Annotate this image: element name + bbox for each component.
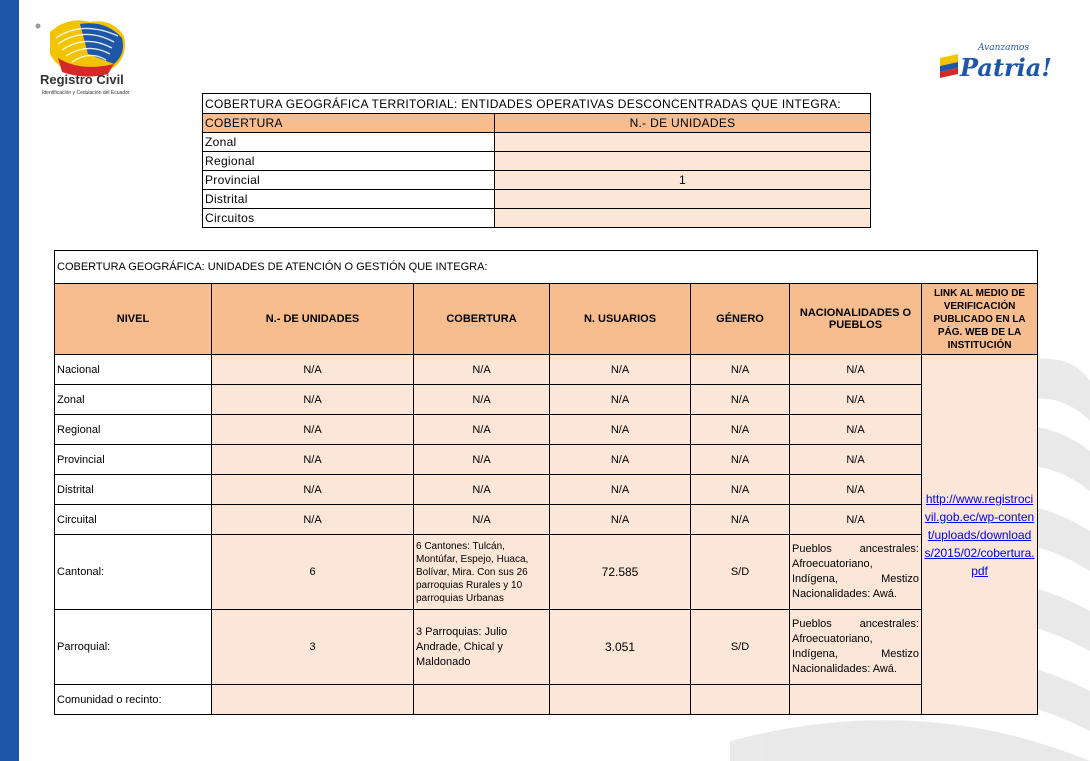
table1-label: Circuitos <box>203 209 495 228</box>
table1-label: Regional <box>203 152 495 171</box>
table-row <box>55 355 1038 385</box>
cell-usuarios: 72.585 <box>550 535 691 610</box>
cell-genero: S/D <box>691 535 790 610</box>
table-row <box>55 535 1038 610</box>
cell-nacionalidades: Pueblos ancestrales: Afroecuatoriano, Indígena, Mestizo Nacionalidades: Awá. <box>790 610 922 685</box>
table-row <box>203 209 871 228</box>
cell-unidades: N/A <box>212 415 414 445</box>
cell-cobertura: 3 Parroquias: Julio Andrade, Chical y Maldonado <box>414 610 550 685</box>
cell-genero: N/A <box>691 505 790 535</box>
cell-usuarios: N/A <box>550 475 691 505</box>
cell-nivel: Distrital <box>55 475 212 505</box>
cell-nivel: Provincial <box>55 445 212 475</box>
cell-nacionalidades: N/A <box>790 355 922 385</box>
cell-cobertura: N/A <box>414 415 550 445</box>
cell-genero: N/A <box>691 445 790 475</box>
cell-cobertura <box>414 685 550 715</box>
service-units-table <box>54 250 1038 715</box>
cell-unidades: N/A <box>212 505 414 535</box>
territorial-coverage-table <box>202 93 871 228</box>
cell-genero: N/A <box>691 415 790 445</box>
table2-header-row <box>55 284 1038 355</box>
cell-usuarios: N/A <box>550 505 691 535</box>
table-row <box>203 171 871 190</box>
fingerprint-icon <box>36 20 126 76</box>
table-row <box>203 190 871 209</box>
registro-civil-logo <box>28 14 158 118</box>
table1-title: COBERTURA GEOGRÁFICA TERRITORIAL: ENTIDADES OPERATIVAS DESCONCENTRADAS QUE INTEGRA: <box>203 94 871 114</box>
header-link: LINK AL MEDIO DE VERIFICACIÓN PUBLICADO EN LA PÁG. WEB DE LA INSTITUCIÓN <box>922 284 1038 355</box>
table1-title-row <box>203 94 871 114</box>
cell-cobertura: N/A <box>414 355 550 385</box>
table-row <box>55 445 1038 475</box>
cell-usuarios: N/A <box>550 355 691 385</box>
table-row <box>55 415 1038 445</box>
table1-header-row <box>203 114 871 133</box>
cell-unidades: N/A <box>212 475 414 505</box>
table-row <box>55 475 1038 505</box>
cell-nivel: Regional <box>55 415 212 445</box>
cell-unidades: 3 <box>212 610 414 685</box>
cell-unidades: 6 <box>212 535 414 610</box>
logo-left-main: Registro Civil <box>40 72 124 87</box>
cell-genero: S/D <box>691 610 790 685</box>
table1-header-unidades: N.- DE UNIDADES <box>495 114 871 133</box>
header-unidades: N.- DE UNIDADES <box>212 284 414 355</box>
table-row <box>203 152 871 171</box>
cell-nivel: Cantonal: <box>55 535 212 610</box>
cell-nacionalidades: Pueblos ancestrales: Afroecuatoriano, Indígena, Mestizo Nacionalidades: Awá. <box>790 535 922 610</box>
table1-label: Provincial <box>203 171 495 190</box>
logo-right-top: Avanzamos <box>978 43 1030 53</box>
cell-cobertura: 6 Cantones: Tulcán, Montúfar, Espejo, Huaca, Bolívar, Mira. Con sus 26 parroquias Rurales y 10 parroquias Urbanas <box>414 535 550 610</box>
table-row <box>203 133 871 152</box>
header-nivel: NIVEL <box>55 284 212 355</box>
table-row <box>55 385 1038 415</box>
avanzamos-patria-logo <box>936 34 1052 90</box>
table2-title-row <box>55 251 1038 284</box>
flag-stripes-icon <box>940 54 958 78</box>
cell-nivel: Nacional <box>55 355 212 385</box>
table-row <box>55 610 1038 685</box>
cell-unidades: N/A <box>212 385 414 415</box>
cell-cobertura: N/A <box>414 385 550 415</box>
cell-unidades: N/A <box>212 355 414 385</box>
cell-genero: N/A <box>691 385 790 415</box>
cell-usuarios: N/A <box>550 415 691 445</box>
cell-genero <box>691 685 790 715</box>
header-cobertura: COBERTURA <box>414 284 550 355</box>
table1-label: Distrital <box>203 190 495 209</box>
cell-nivel: Comunidad o recinto: <box>55 685 212 715</box>
logo-left-sub: Identificación y Cedulación del Ecuador <box>42 90 130 96</box>
header-nacionalidades: NACIONALIDADES O PUEBLOS <box>790 284 922 355</box>
table1-value <box>495 190 871 209</box>
table1-value <box>495 152 871 171</box>
left-blue-bar <box>0 0 19 761</box>
cell-nacionalidades <box>790 685 922 715</box>
cell-genero: N/A <box>691 355 790 385</box>
cell-cobertura: N/A <box>414 445 550 475</box>
cell-usuarios <box>550 685 691 715</box>
cell-cobertura: N/A <box>414 505 550 535</box>
cell-nacionalidades: N/A <box>790 505 922 535</box>
cell-usuarios: 3.051 <box>550 610 691 685</box>
table1-label: Zonal <box>203 133 495 152</box>
cell-cobertura: N/A <box>414 475 550 505</box>
table1-header-cobertura: COBERTURA <box>203 114 495 133</box>
verification-link[interactable]: http://www.registrocivil.gob.ec/wp-content/uploads/downloads/2015/02/cobertura.pdf <box>924 491 1035 578</box>
header-genero: GÉNERO <box>691 284 790 355</box>
cell-usuarios: N/A <box>550 445 691 475</box>
logo-right-main: Patria! <box>960 53 1052 82</box>
table1-value <box>495 209 871 228</box>
cell-nacionalidades: N/A <box>790 445 922 475</box>
cell-nivel: Parroquial: <box>55 610 212 685</box>
cell-genero: N/A <box>691 475 790 505</box>
table1-value: 1 <box>495 171 871 190</box>
cell-unidades <box>212 685 414 715</box>
cell-nacionalidades: N/A <box>790 475 922 505</box>
cell-nivel: Circuital <box>55 505 212 535</box>
cell-usuarios: N/A <box>550 385 691 415</box>
verification-link-cell <box>922 355 1038 715</box>
cell-unidades: N/A <box>212 445 414 475</box>
table1-value <box>495 133 871 152</box>
cell-nivel: Zonal <box>55 385 212 415</box>
table-row <box>55 685 1038 715</box>
cell-nacionalidades: N/A <box>790 385 922 415</box>
table-row <box>55 505 1038 535</box>
table2-title: COBERTURA GEOGRÁFICA: UNIDADES DE ATENCIÓN O GESTIÓN QUE INTEGRA: <box>55 251 1038 284</box>
header-usuarios: N. USUARIOS <box>550 284 691 355</box>
cell-nacionalidades: N/A <box>790 415 922 445</box>
